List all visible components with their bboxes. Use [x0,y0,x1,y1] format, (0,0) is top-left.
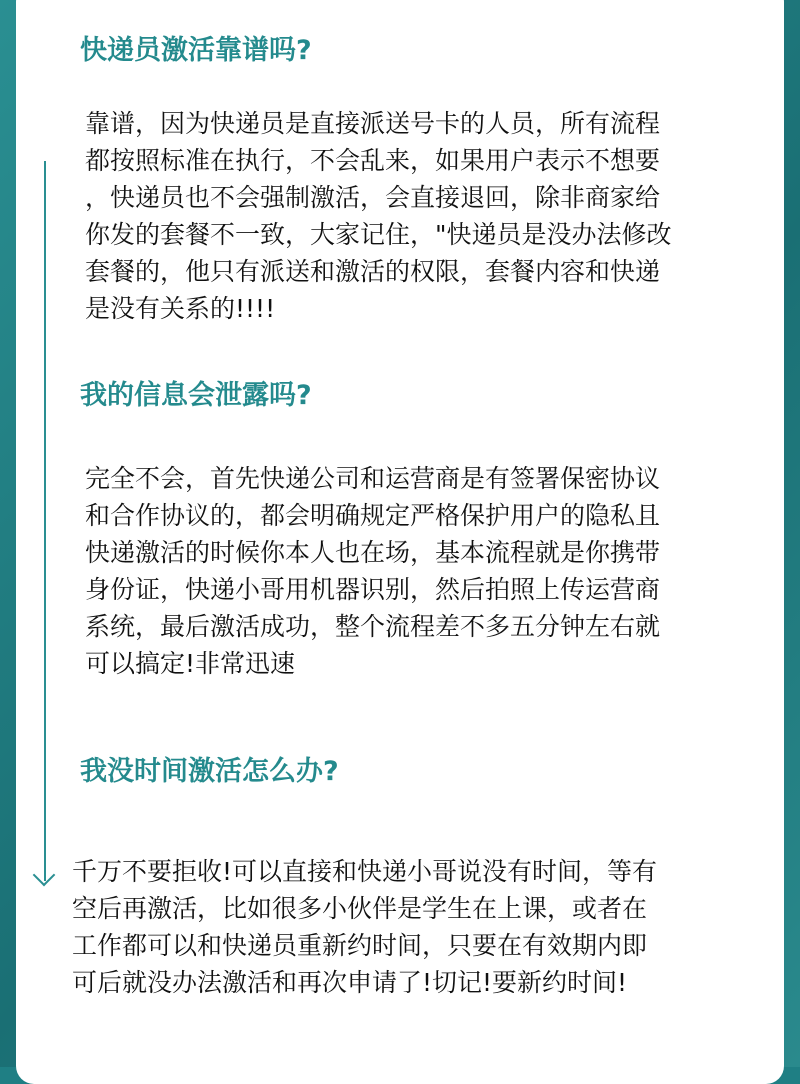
arrow-down-icon [44,161,46,881]
section-title-no-time: 我没时间激活怎么办? [80,756,339,787]
section-body-privacy: 完全不会，首先快递公司和运营商是有签署保密协议 和合作协议的，都会明确规定严格保护用户的隐私且 快递激活的时候你本人也在场，基本流程就是你携带 身份证，快递小哥用机器识别，然后拍照上传运营商 系统，最后激活成功，整个流程差不多五分钟左右就 可以搞定!非常迅速 [85,464,661,678]
section-title-privacy: 我的信息会泄露吗? [80,380,312,411]
section-title-reliability: 快递员激活靠谱吗? [80,35,312,66]
section-body-reliability: 靠谱，因为快递员是直接派送号卡的人员，所有流程 都按照标准在执行，不会乱来，如果用户表示不想要 ，快递员也不会强制激活，会直接退回，除非商家给 你发的套餐不一致，大家记住，"快递员是没办法修改 套餐的，他只有派送和激活的权限，套餐内容和快递 是没有关系的!!!! [85,109,672,323]
section-body-no-time: 千万不要拒收!可以直接和快递小哥说没有时间，等有 空后再激活，比如很多小伙伴是学生在上课，或者在 工作都可以和快递员重新约时间，只要在有效期内即 可后就没办法激活和再次申请了!切记!要新约时间! [72,857,658,997]
